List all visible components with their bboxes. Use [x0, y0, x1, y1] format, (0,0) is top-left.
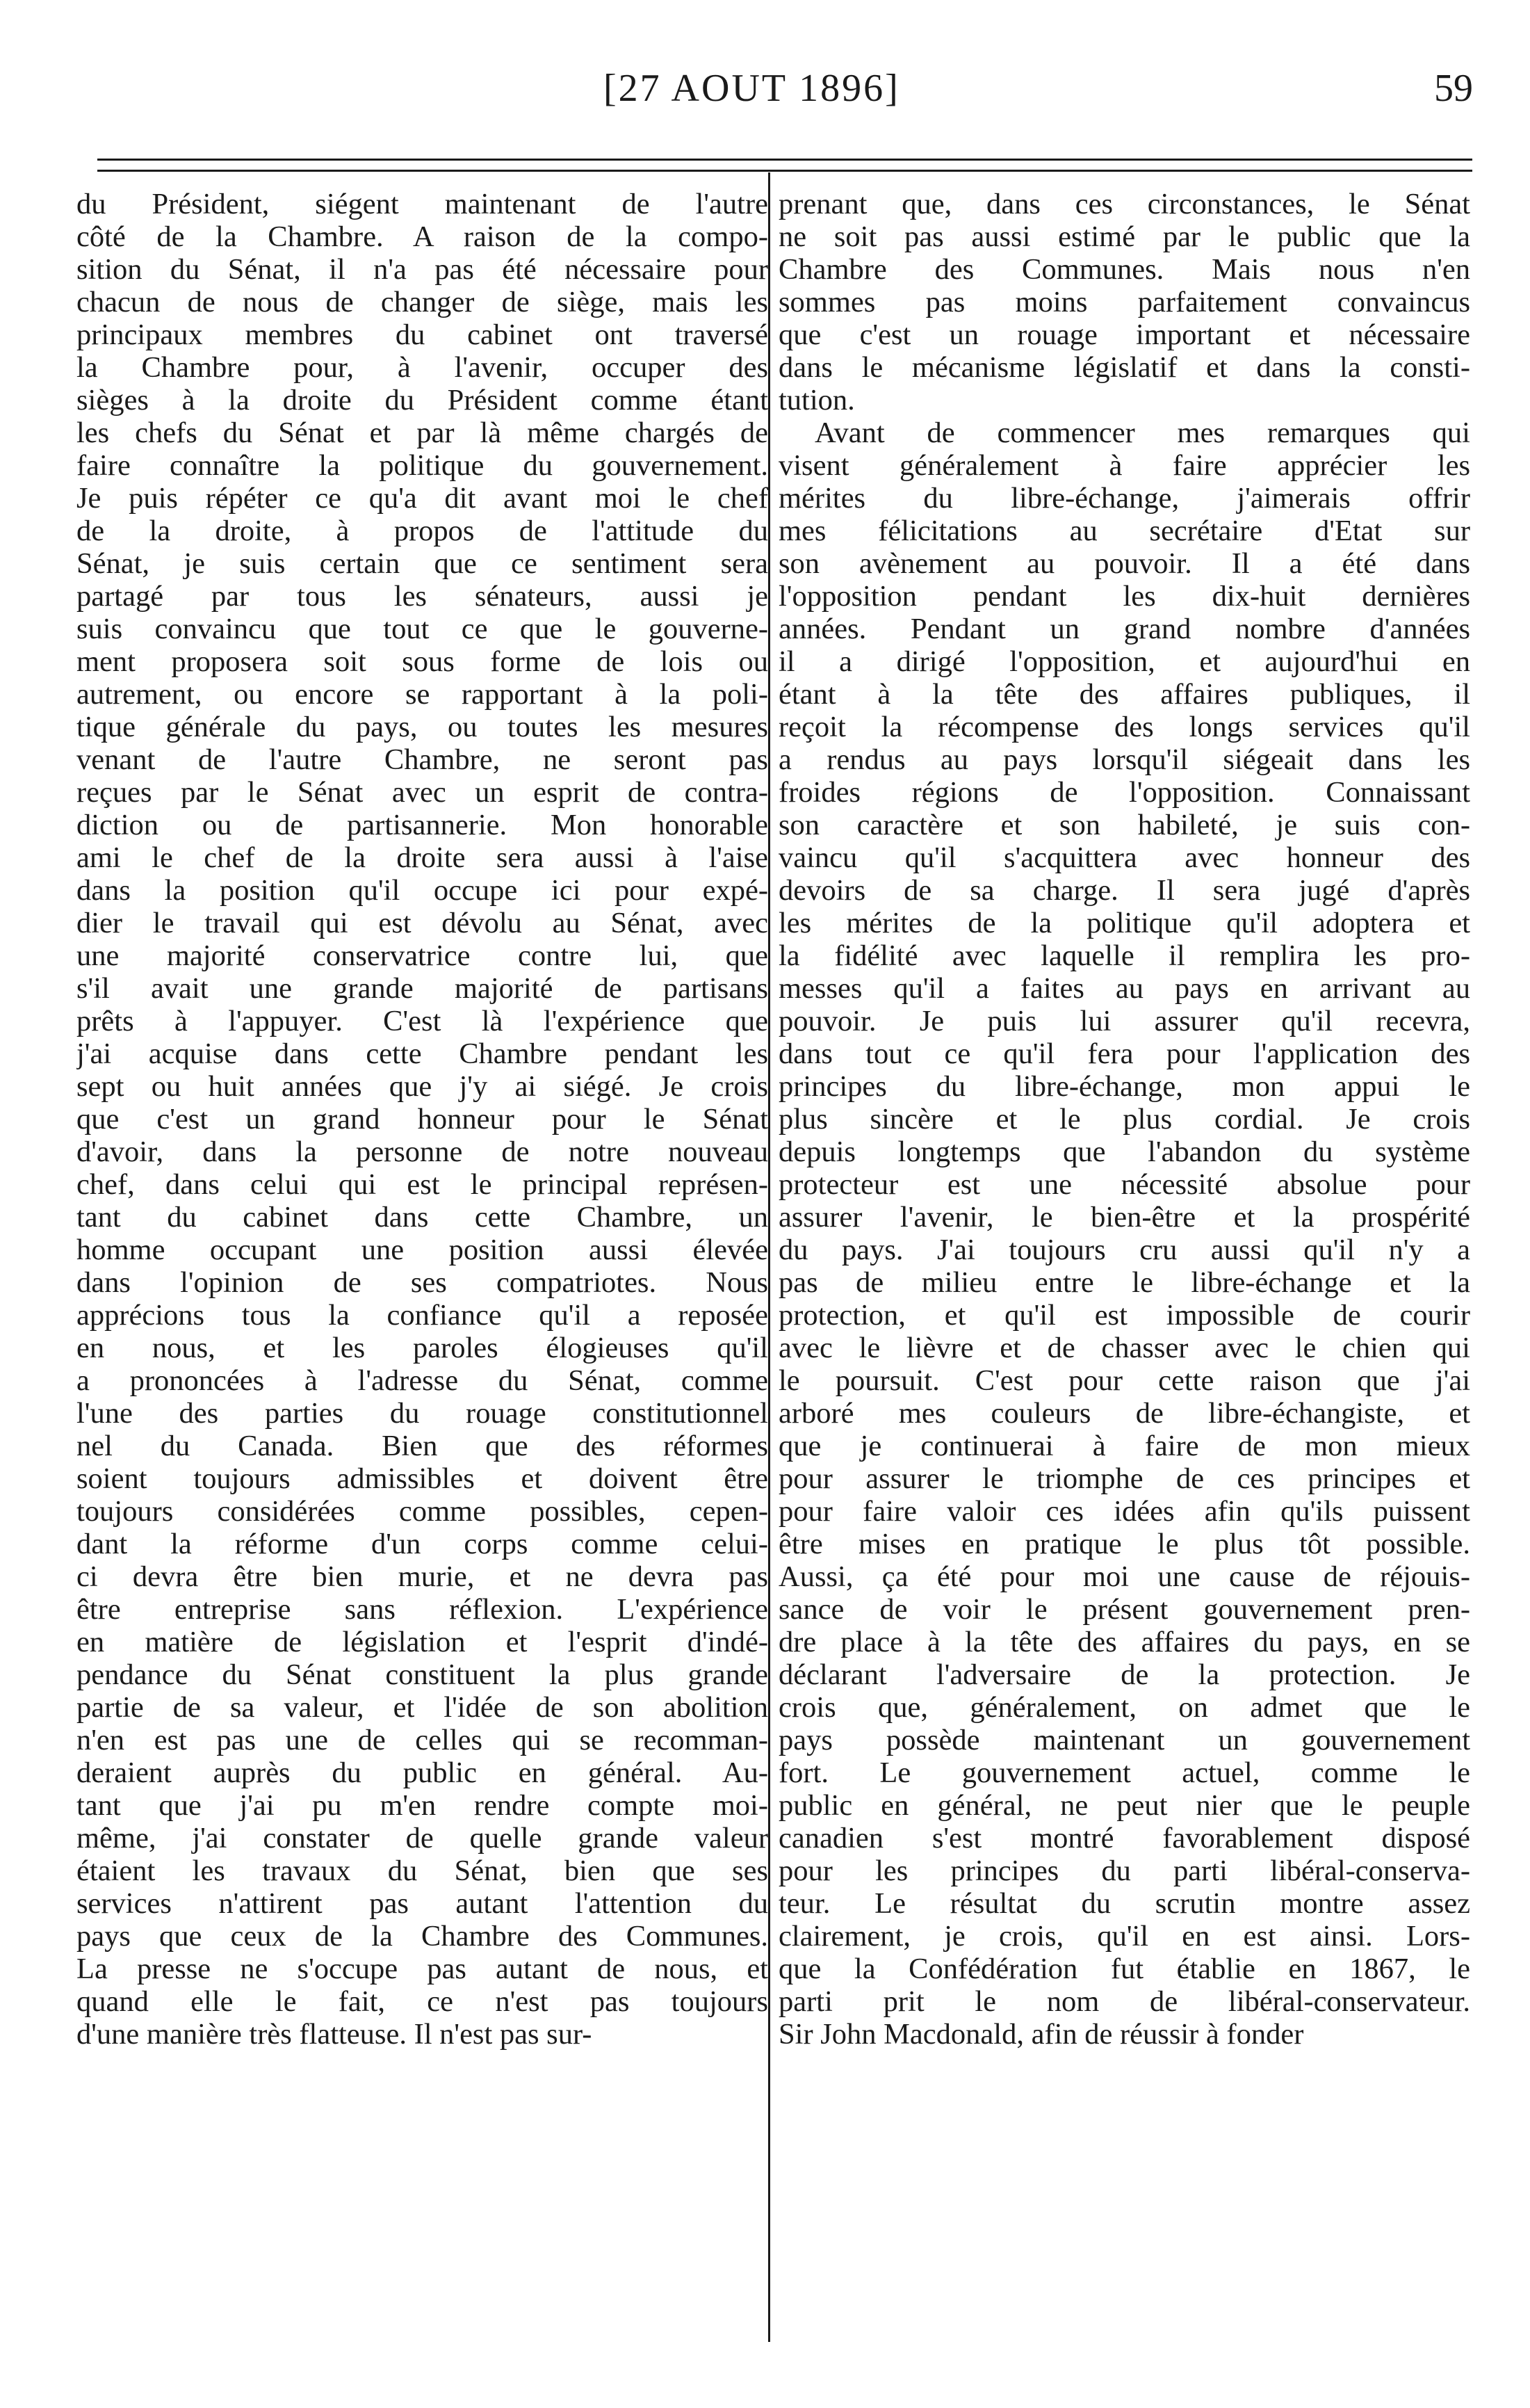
- text-line: ment proposera soit sous forme de lois ou: [76, 645, 768, 678]
- text-line: principaux membres du cabinet ont traversé: [76, 318, 768, 351]
- text-line: d'une manière très flatteuse. Il n'est pas sur-: [76, 2018, 592, 2051]
- text-line: toujours considérées comme possibles, cepen-: [76, 1495, 768, 1528]
- text-line: pouvoir. Je puis lui assurer qu'il recevra,: [779, 1005, 1470, 1037]
- text-line: reçues par le Sénat avec un esprit de contra-: [76, 776, 768, 809]
- text-line: dans la position qu'il occupe ici pour expé-: [76, 874, 768, 907]
- text-line: ami le chef de la droite sera aussi à l'aise: [76, 841, 768, 874]
- text-line: dant la réforme d'un corps comme celui-: [76, 1528, 768, 1560]
- text-line: la Chambre pour, à l'avenir, occuper des: [76, 351, 768, 384]
- text-line: tution.: [779, 384, 855, 417]
- text-line: que c'est un grand honneur pour le Sénat: [76, 1103, 768, 1136]
- text-line: mes félicitations au secrétaire d'Etat sur: [779, 515, 1470, 547]
- text-line: Sénat, je suis certain que ce sentiment sera: [76, 547, 768, 580]
- text-line: pour assurer le triomphe de ces principes et: [779, 1462, 1470, 1495]
- left-column: [76, 188, 768, 2051]
- text-line: deraient auprès du public en général. Au-: [76, 1756, 768, 1789]
- text-line: nel du Canada. Bien que des réformes: [76, 1430, 768, 1462]
- text-line: sommes pas moins parfaitement convaincus: [779, 286, 1470, 318]
- text-line: en nous, et les paroles élogieuses qu'il: [76, 1332, 768, 1364]
- text-line: apprécions tous la confiance qu'il a reposée: [76, 1299, 768, 1332]
- text-line: diction ou de partisannerie. Mon honorable: [76, 809, 768, 841]
- text-line: tant du cabinet dans cette Chambre, un: [76, 1201, 768, 1234]
- text-line: mérites du libre-échange, j'aimerais offrir: [779, 482, 1470, 515]
- text-line: de la droite, à propos de l'attitude du: [76, 515, 768, 547]
- text-line: sept ou huit années que j'y ai siégé. Je crois: [76, 1070, 768, 1103]
- page-number: 59: [1434, 67, 1473, 110]
- text-line: les chefs du Sénat et par là même chargés de: [76, 417, 768, 449]
- text-line: a prononcées à l'adresse du Sénat, comme: [76, 1364, 768, 1397]
- right-column: [779, 188, 1470, 2051]
- text-line: que c'est un rouage important et nécessaire: [779, 318, 1470, 351]
- text-line: sition du Sénat, il n'a pas été nécessaire pour: [76, 253, 768, 286]
- text-line: être mises en pratique le plus tôt possible.: [779, 1528, 1470, 1560]
- text-line: principes du libre-échange, mon appui le: [779, 1070, 1470, 1103]
- text-line: ci devra être bien murie, et ne devra pas: [76, 1560, 768, 1593]
- text-line: partagé par tous les sénateurs, aussi je: [76, 580, 768, 613]
- text-line: s'il avait une grande majorité de partisans: [76, 972, 768, 1005]
- text-line: dre place à la tête des affaires du pays, en se: [779, 1626, 1470, 1658]
- text-line: assurer l'avenir, le bien-être et la prospérité: [779, 1201, 1470, 1234]
- text-line: pas de milieu entre le libre-échange et la: [779, 1266, 1470, 1299]
- text-line: devoirs de sa charge. Il sera jugé d'après: [779, 874, 1470, 907]
- text-line: avec le lièvre et de chasser avec le chien qui: [779, 1332, 1470, 1364]
- text-line: pour les principes du parti libéral-conserva-: [779, 1855, 1470, 1887]
- header-rule-bottom: [97, 170, 1472, 172]
- text-line: dans tout ce qu'il fera pour l'application des: [779, 1037, 1470, 1070]
- text-line: étaient les travaux du Sénat, bien que ses: [76, 1855, 768, 1887]
- text-line: pendance du Sénat constituent la plus grande: [76, 1658, 768, 1691]
- page-header: [0, 66, 1530, 122]
- text-line: son avènement au pouvoir. Il a été dans: [779, 547, 1470, 580]
- text-line: chef, dans celui qui est le principal représen-: [76, 1168, 768, 1201]
- text-line: ne soit pas aussi estimé par le public que la: [779, 220, 1470, 253]
- text-line: même, j'ai constater de quelle grande valeur: [76, 1822, 768, 1855]
- text-line: l'une des parties du rouage constitutionnel: [76, 1397, 768, 1430]
- text-line: la fidélité avec laquelle il remplira les pro-: [779, 939, 1470, 972]
- text-line: les mérites de la politique qu'il adoptera et: [779, 907, 1470, 939]
- text-line: La presse ne s'occupe pas autant de nous, et: [76, 1953, 768, 1985]
- text-line: Chambre des Communes. Mais nous n'en: [779, 253, 1470, 286]
- text-line: homme occupant une position aussi élevée: [76, 1234, 768, 1266]
- text-line: services n'attirent pas autant l'attention du: [76, 1887, 768, 1920]
- text-line: pays possède maintenant un gouvernement: [779, 1724, 1470, 1756]
- text-line: tique générale du pays, ou toutes les mesures: [76, 711, 768, 743]
- text-line: protecteur est une nécessité absolue pour: [779, 1168, 1470, 1201]
- text-line: prenant que, dans ces circonstances, le Sénat: [779, 188, 1470, 220]
- text-line: clairement, je crois, qu'il en est ainsi. Lors-: [779, 1920, 1470, 1953]
- column-divider: [768, 172, 770, 2342]
- text-line: parti prit le nom de libéral-conservateur.: [779, 1985, 1470, 2018]
- text-line: étant à la tête des affaires publiques, il: [779, 678, 1470, 711]
- text-line: côté de la Chambre. A raison de la compo-: [76, 220, 768, 253]
- text-line: en matière de législation et l'esprit d'indé-: [76, 1626, 768, 1658]
- text-line: pour faire valoir ces idées afin qu'ils puissent: [779, 1495, 1470, 1528]
- text-line: être entreprise sans réflexion. L'expérience: [76, 1593, 768, 1626]
- text-line: le poursuit. C'est pour cette raison que j'ai: [779, 1364, 1470, 1397]
- text-line: soient toujours admissibles et doivent être: [76, 1462, 768, 1495]
- text-line: une majorité conservatrice contre lui, que: [76, 939, 768, 972]
- text-line: années. Pendant un grand nombre d'années: [779, 613, 1470, 645]
- text-line: dans l'opinion de ses compatriotes. Nous: [76, 1266, 768, 1299]
- text-line: du pays. J'ai toujours cru aussi qu'il n'y a: [779, 1234, 1470, 1266]
- text-line: public en général, ne peut nier que le peuple: [779, 1789, 1470, 1822]
- text-line: arboré mes couleurs de libre-échangiste, et: [779, 1397, 1470, 1430]
- text-line: venant de l'autre Chambre, ne seront pas: [76, 743, 768, 776]
- text-line: du Président, siégent maintenant de l'autre: [76, 188, 768, 220]
- text-line: vaincu qu'il s'acquittera avec honneur des: [779, 841, 1470, 874]
- text-line: sance de voir le présent gouvernement pren-: [779, 1593, 1470, 1626]
- text-line: teur. Le résultat du scrutin montre assez: [779, 1887, 1470, 1920]
- text-line: froides régions de l'opposition. Connaissant: [779, 776, 1470, 809]
- text-line: pays que ceux de la Chambre des Communes.: [76, 1920, 768, 1953]
- text-line: l'opposition pendant les dix-huit dernières: [779, 580, 1470, 613]
- text-line: sièges à la droite du Président comme étant: [76, 384, 768, 417]
- text-line: Sir John Macdonald, afin de réussir à fonder: [779, 2018, 1304, 2051]
- text-line: partie de sa valeur, et l'idée de son abolition: [76, 1691, 768, 1724]
- text-line: faire connaître la politique du gouvernement.: [76, 449, 768, 482]
- text-line: reçoit la récompense des longs services qu'il: [779, 711, 1470, 743]
- text-line: dier le travail qui est dévolu au Sénat, avec: [76, 907, 768, 939]
- text-line: Aussi, ça été pour moi une cause de réjouis-: [779, 1560, 1470, 1593]
- text-line: que la Confédération fut établie en 1867, le: [779, 1953, 1470, 1985]
- text-line: visent généralement à faire apprécier les: [779, 449, 1470, 482]
- text-line: il a dirigé l'opposition, et aujourd'hui en: [779, 645, 1470, 678]
- text-line: quand elle le fait, ce n'est pas toujours: [76, 1985, 768, 2018]
- text-line: depuis longtemps que l'abandon du système: [779, 1136, 1470, 1168]
- text-line: a rendus au pays lorsqu'il siégeait dans les: [779, 743, 1470, 776]
- text-line: n'en est pas une de celles qui se recomman-: [76, 1724, 768, 1756]
- text-line: protection, et qu'il est impossible de courir: [779, 1299, 1470, 1332]
- text-line: crois que, généralement, on admet que le: [779, 1691, 1470, 1724]
- text-line: fort. Le gouvernement actuel, comme le: [779, 1756, 1470, 1789]
- text-line: autrement, ou encore se rapportant à la poli-: [76, 678, 768, 711]
- text-line: d'avoir, dans la personne de notre nouveau: [76, 1136, 768, 1168]
- running-head: [27 AOUT 1896]: [603, 67, 900, 110]
- text-line: canadien s'est montré favorablement disposé: [779, 1822, 1470, 1855]
- text-line: messes qu'il a faites au pays en arrivant au: [779, 972, 1470, 1005]
- text-line: plus sincère et le plus cordial. Je crois: [779, 1103, 1470, 1136]
- header-rule-top: [97, 159, 1472, 161]
- text-line: tant que j'ai pu m'en rendre compte moi-: [76, 1789, 768, 1822]
- text-line: prêts à l'appuyer. C'est là l'expérience que: [76, 1005, 768, 1037]
- text-line: suis convaincu que tout ce que le gouverne-: [76, 613, 768, 645]
- text-line: son caractère et son habileté, je suis con-: [779, 809, 1470, 841]
- text-line: Avant de commencer mes remarques qui: [815, 417, 1470, 449]
- text-line: dans le mécanisme législatif et dans la consti-: [779, 351, 1470, 384]
- text-line: que je continuerai à faire de mon mieux: [779, 1430, 1470, 1462]
- text-line: Je puis répéter ce qu'a dit avant moi le chef: [76, 482, 768, 515]
- text-line: j'ai acquise dans cette Chambre pendant les: [76, 1037, 768, 1070]
- text-line: chacun de nous de changer de siège, mais les: [76, 286, 768, 318]
- text-line: déclarant l'adversaire de la protection. Je: [779, 1658, 1470, 1691]
